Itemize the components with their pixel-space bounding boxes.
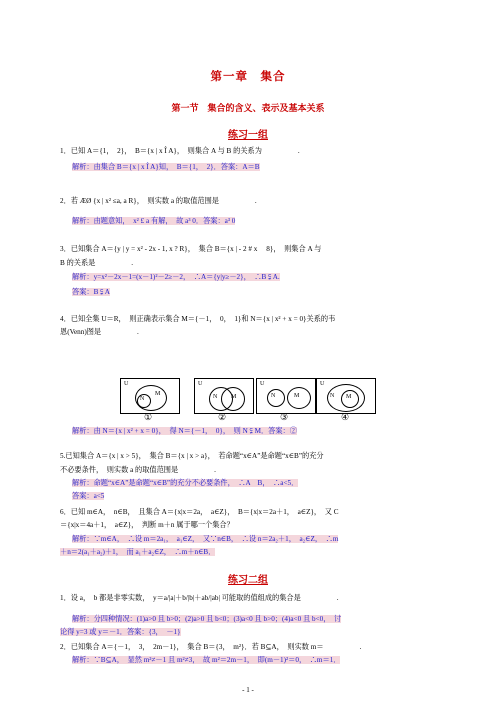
group2-question-1-solution-line-1: 解析：分四种情况：(1)a>0 且 b>0；(2)a>0 且 b<0；(3)a<0 且 b>0；(4)a<0 且 b<0， 讨	[72, 615, 342, 623]
venn-m-label: M	[155, 391, 161, 397]
group2-question-2-solution: 解析：∵B⊆A， 显然 m²≠－1 且 m²≠3， 故 m²＝2m－1， 即(m－1)²＝0， ∴m＝1．	[72, 656, 341, 664]
venn-diagram-3[interactable]	[256, 378, 316, 414]
venn-option-1[interactable]: ①	[144, 412, 153, 422]
question-4-line-1: 4．已知全集 U＝R， 则正确表示集合 M＝{－1， 0， 1}和 N＝{x | x² + x = 0}关系的韦	[60, 315, 336, 323]
venn-n-label: N	[271, 393, 276, 399]
chapter-title: 第一章 集合	[210, 71, 286, 83]
question-6-solution-line-1: 解析：∵m∈A， ∴设 m＝2a₁， a₁∈Z， 又∵n∈B， ∴设 n＝2a₂＋1， a₂∈Z， ∴m	[72, 535, 339, 543]
question-1: 1．已知 A＝{1， 2}， B＝{x | x Î A}， 则集合 A 与 B 的关系为 .	[60, 147, 300, 155]
question-5-line-1: 5.已知集合 A＝{x | x > 5}， 集合 B＝{x | x > a}， 若命题“x∈A”是命题“x∈B”的充分	[60, 452, 324, 460]
page-number: - 1 -	[242, 686, 254, 694]
venn-m-label: M	[231, 394, 237, 400]
venn-universal-label: U	[260, 381, 265, 387]
question-6-solution-line-2: ＋n＝2(a₁＋a₂)＋1， 而 a₁＋a₂∈Z， ∴m＋n∈B．	[60, 548, 216, 556]
question-6-line-2: ＝{x|x＝4a＋1， a∈Z}， 判断 m＋n 属于哪一个集合？	[60, 521, 234, 529]
question-5-line-2: 不必要条件， 则实数 a 的取值范围是 .	[60, 466, 216, 474]
venn-m-label: M	[346, 394, 352, 400]
venn-diagram-2[interactable]	[194, 378, 254, 414]
question-2-solution: 解析：由题意知， x² £ a 有解， 故 a³ 0．答案：a³ 0	[72, 217, 236, 225]
venn-universal-label: U	[124, 381, 129, 387]
venn-option-4[interactable]: ④	[341, 412, 350, 422]
question-3-solution: 解析：y=x²－2x－1=(x－1)²－2≥－2， ∴A＝{y|y≥－2}， ∴B ⫋ A.	[72, 273, 280, 281]
question-4-line-2: 恩(Venn)图是 .	[60, 328, 139, 336]
question-3-line-1: 3．已知集合 A＝{y | y = x² - 2x - 1, x ? R}， 集合 B＝{x | - 2 # x 8}， 则集合 A 与	[60, 245, 322, 253]
question-3-answer: 答案：B ⫋ A	[72, 288, 110, 296]
group1-title: 练习一组	[228, 130, 268, 141]
venn-option-2[interactable]: ②	[218, 412, 227, 422]
question-6-line-1: 6．已知 m∈A， n∈B， 且集合 A＝{x|x＝2a， a∈Z}， B＝{x|x＝2a＋1， a∈Z}， 又 C	[60, 508, 339, 516]
venn-n-label: N	[330, 393, 335, 399]
venn-circle-n	[267, 389, 285, 407]
venn-diagram-4[interactable]	[316, 378, 376, 414]
venn-option-3[interactable]: ③	[280, 412, 289, 422]
section-title: 第一节 集合的含义、表示及基本关系	[171, 103, 325, 113]
venn-n-label: N	[140, 396, 145, 402]
group2-title: 练习二组	[228, 575, 268, 586]
venn-universal-label: U	[198, 381, 203, 387]
venn-diagram-1[interactable]	[120, 378, 180, 414]
venn-n-label: N	[213, 394, 218, 400]
group2-question-2: 2．已知集合 A＝{－1， 3， 2m－1}， 集合 B＝{3， m²}．若 B⊆A， 则实数 m＝ .	[60, 643, 362, 651]
venn-universal-label: U	[320, 381, 325, 387]
question-4-solution: 解析：由 N＝{x | x² + x = 0}， 得 N＝{－1， 0}， 则 N ⫋ M．答案：②	[72, 427, 297, 435]
question-5-answer: 答案：a<5	[72, 492, 105, 500]
question-3-line-2: B 的关系是 .	[60, 259, 134, 267]
question-2: 2．若 ÆØ {x | x² ≤a, a R}， 则实数 a 的取值范围是 .	[60, 197, 257, 205]
group2-question-1: 1．设 a， b 都是非零实数， y＝a/|a|＋b/|b|＋ab/|ab| 可能取的值组成的集合是 .	[60, 594, 339, 602]
question-5-solution: 解析：命题“x∈A”是命题“x∈B”的充分不必要条件， ∴A B， ∴a<5．	[72, 479, 299, 487]
venn-m-label: M	[294, 393, 300, 399]
group2-question-1-solution-line-2: 论得 y=3 或 y＝－1．答案：{3， －1}	[60, 628, 181, 636]
question-1-solution: 解析：由集合 B＝{x | x Î A}知， B＝{1， 2}．答案：A＝B	[72, 163, 260, 171]
